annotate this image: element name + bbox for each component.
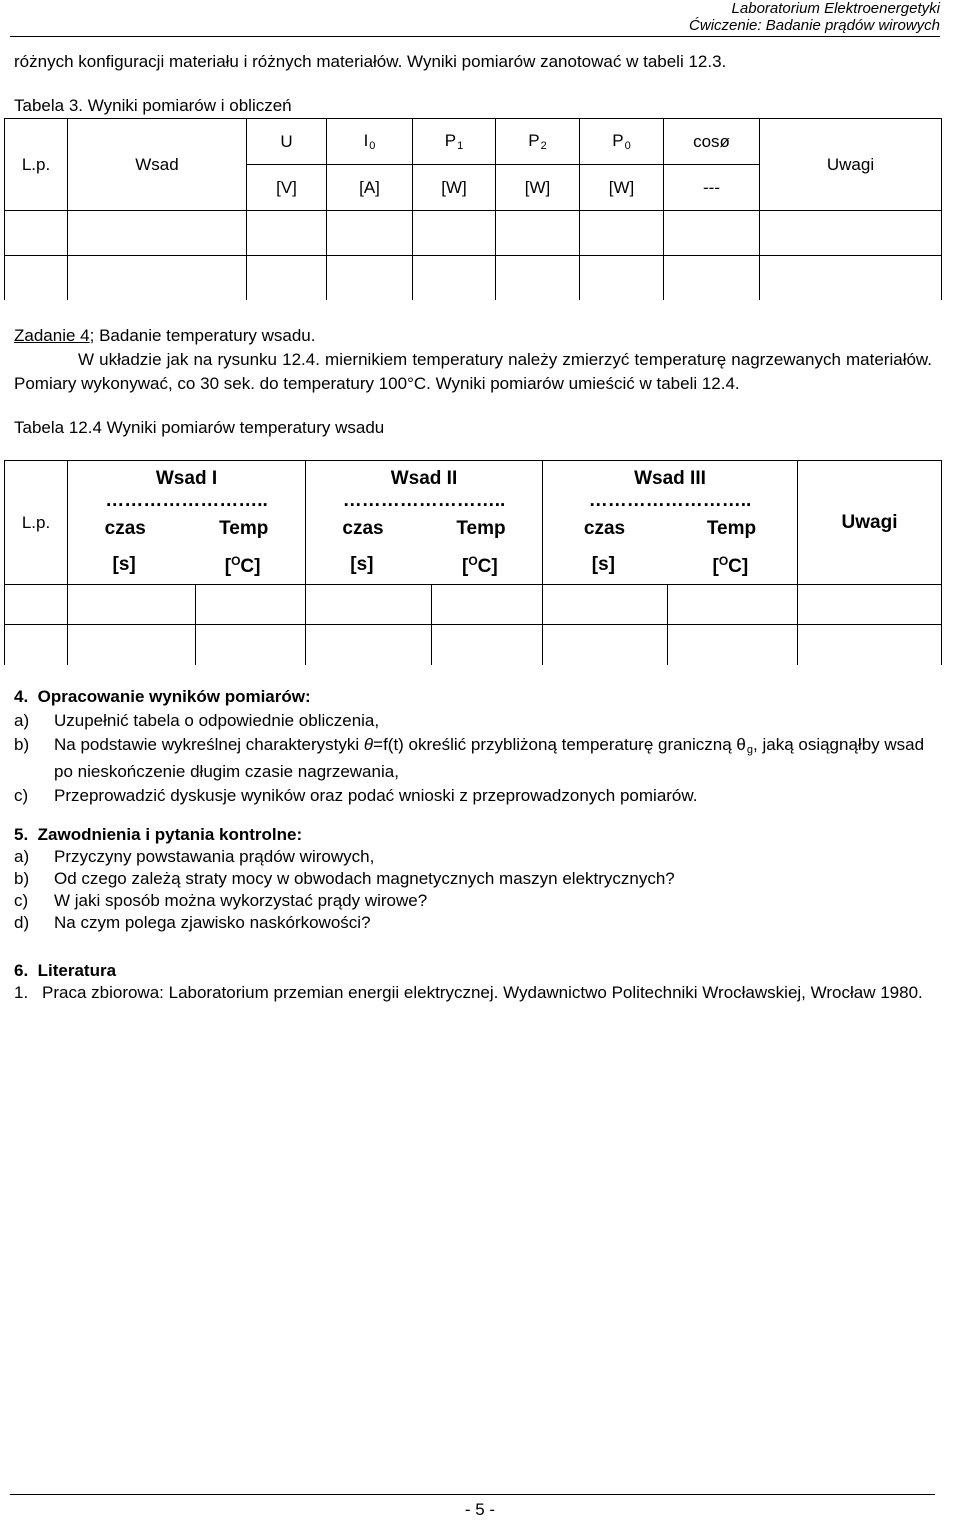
footer-rule [10, 1494, 935, 1495]
intro-text: różnych konfiguracji materiału i różnych materiałów. Wyniki pomiarów zanotować w tabeli 12.3. [14, 52, 727, 71]
col-lp-header: L.p. [5, 461, 68, 585]
col-cos-header: cosø [664, 119, 760, 165]
table-row [5, 256, 942, 300]
table4-caption: Tabela 12.4 Wyniki pomiarów temperatury wsadu [14, 418, 385, 437]
section-4-heading: 4. Opracowanie wyników pomiarów: [14, 687, 311, 706]
table-row [5, 211, 942, 256]
time-col-label: czas [342, 517, 384, 539]
header-exercise: Ćwiczenie: Badanie prądów wirowych [689, 17, 940, 34]
results-table-4 [4, 460, 942, 665]
header-rule [10, 36, 940, 37]
wsad-1-header: Wsad I …………………….. czas Temp [s] [$^O$C] [68, 461, 306, 585]
unit-cell: [A] [327, 165, 413, 211]
section-5 [14, 824, 940, 934]
temp-col-label: Temp [219, 517, 269, 539]
col-uwagi-header: Uwagi [798, 461, 942, 585]
list-item: a) Przyczyny powstawania prądów wirowych, [14, 847, 375, 866]
list-item: b) Od czego zależą straty mocy w obwodach magnetycznych maszyn elektrycznych? [14, 869, 675, 888]
section-6-heading: 6. Literatura [14, 961, 117, 980]
unit-cell: [W] [413, 165, 496, 211]
unit-cell: [V] [247, 165, 327, 211]
temp-col-label: Temp [706, 517, 757, 539]
unit-cell: --- [664, 165, 760, 211]
wsad-3-header: Wsad III …………………….. czas Temp [s] [$^O$C] [543, 461, 798, 585]
list-item: a) Uzupełnić tabela o odpowiednie obliczenia, [14, 711, 380, 730]
table3-caption: Tabela 3. Wyniki pomiarów i obliczeń [14, 96, 292, 115]
header-course: Laboratorium Elektroenergetyki [731, 0, 940, 17]
list-item: d) Na czym polega zjawisko naskórkowości? [14, 913, 371, 932]
section-4 [14, 686, 940, 807]
section-6 [14, 960, 940, 1004]
time-col-label: czas [104, 517, 146, 539]
col-uwagi-header: Uwagi [760, 119, 942, 211]
results-table-3 [4, 118, 942, 300]
wsad-2-header: Wsad II …………………….. czas Temp [s] [$^O$C] [306, 461, 543, 585]
literature-item: 1. Praca zbiorowa: Laboratorium przemian energii elektrycznej. Wydawnictwo Politechniki Wrocławskiej, Wrocław 1980. [14, 983, 923, 1002]
temp-col-label: Temp [456, 517, 506, 539]
section-5-heading: 5. Zawodnienia i pytania kontrolne: [14, 825, 303, 844]
unit-cell: [W] [496, 165, 580, 211]
unit-cell: [W] [580, 165, 664, 211]
task4-paragraph: W układzie jak na rysunku 12.4. miernikiem temperatury należy zmierzyć temperaturę nagrzewanych materiałów. Pomiary wykonywać, co 30 sek. do temperatury 100°C. Wyniki pomiarów umieścić w tabeli 12.4. [14, 350, 932, 393]
page-number: - 5 - [464, 1500, 496, 1519]
list-item: b) Na podstawie wykreślnej charakterystyki θ=f(t) określić przybliżoną temperaturę graniczną $\theta_g$, jaką osiągnąłby wsad po nieskończenie długim czasie nagrzewania, [14, 735, 925, 781]
col-i0-header: $I_0$ [327, 119, 413, 165]
time-col-label: czas [583, 517, 626, 539]
col-wsad-header: Wsad [68, 119, 247, 211]
task4-heading: Zadanie 4; Badanie temperatury wsadu. [14, 326, 316, 345]
list-item: c) W jaki sposób można wykorzystać prądy wirowe? [14, 891, 428, 910]
table-row [5, 625, 942, 665]
col-p2-header: $P_2$ [496, 119, 580, 165]
table-row [5, 585, 942, 625]
col-p0-header: $P_0$ [580, 119, 664, 165]
list-item: c) Przeprowadzić dyskusje wyników oraz podać wnioski z przeprowadzonych pomiarów. [14, 786, 698, 805]
col-p1-header: $P_1$ [413, 119, 496, 165]
col-u-header: U [247, 119, 327, 165]
col-lp-header: L.p. [5, 119, 68, 211]
